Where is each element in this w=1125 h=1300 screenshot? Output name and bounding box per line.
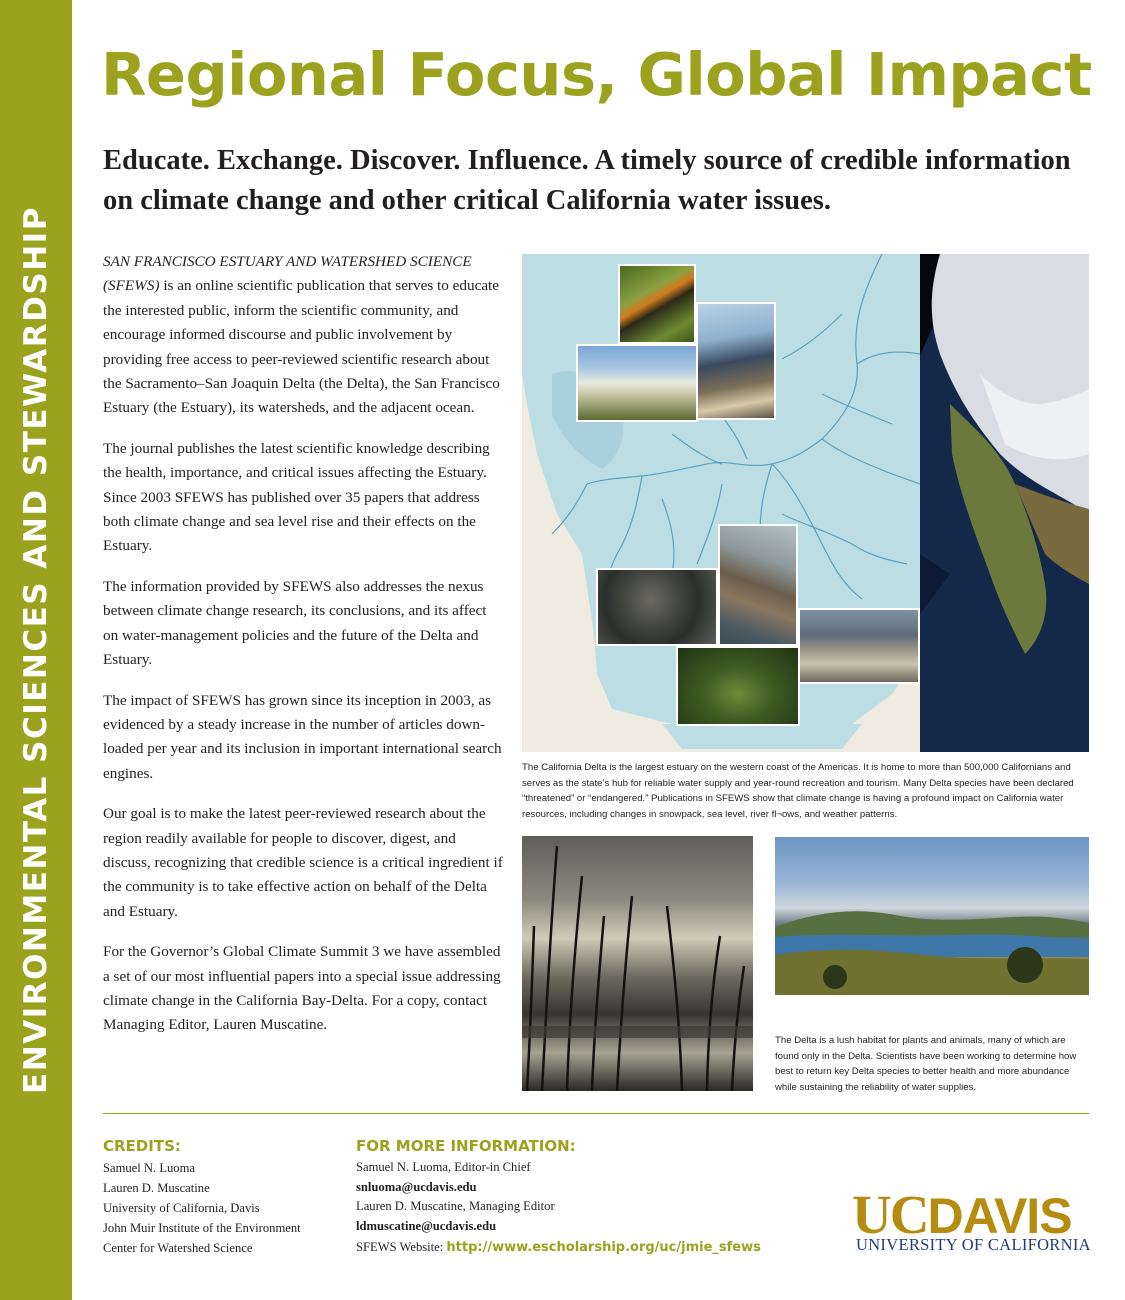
fish-in-water-photo (676, 646, 800, 726)
page-title: Regional Focus, Global Impact (101, 40, 1092, 109)
credit-line: University of California, Davis (103, 1201, 260, 1215)
paragraph-intro-text: is an online scientific publication that serves to educate the interested public, inform the scientific community, and encourage informed discourse and public involvement by providing free access to peer-reviewed scientific research about the Sacramento–San Joaquin Delta (the Delta), the San Francisco Estuary (the Estuary), its watersheds, and the adjacent ocean. (103, 277, 500, 417)
journal-name: SAN FRANCISCO ESTUARY AND WATERSHED SCIENCE (SFEWS) (103, 253, 472, 295)
sturgeon-catch-photo (798, 608, 920, 684)
credit-line: Samuel N. Luoma (103, 1161, 195, 1175)
contact-editor-name: Samuel N. Luoma, Editor-in Chief (356, 1160, 531, 1174)
credits-heading: CREDITS: (103, 1137, 181, 1155)
info-heading: FOR MORE INFORMATION: (356, 1137, 576, 1155)
side-band (0, 0, 72, 1300)
delta-map-collage (522, 254, 920, 752)
contact-editor-email[interactable]: snluoma@ucdavis.edu (356, 1179, 477, 1194)
landscape-graphic (775, 837, 1089, 995)
satellite-earth-image (920, 254, 1089, 752)
pelican-photo (718, 524, 798, 646)
water-sampling-photo (696, 302, 776, 420)
paragraph-goal: Our goal is to make the latest peer-reviewed research about the region readily available for people to discover, digest, and discuss, recognizing that credible science is a critical ingredient if the community is to take effective action on behalf of the Delta and Estuary. (103, 805, 503, 920)
paragraph-impact: The impact of SFEWS has grown since its inception in 2003, as evidenced by a steady increase in the number of articles down-loaded per year and its inclusion in important international search engines. (103, 691, 502, 782)
credit-line: John Muir Institute of the Environment (103, 1221, 301, 1235)
credit-line: Lauren D. Muscatine (103, 1181, 210, 1195)
paragraph-publishing: The journal publishes the latest scientific knowledge describing the health, importance, and critical issues affecting the Estuary. Since 2003 SFEWS has published over 35 papers that address both climate change and sea level rise and their effects on the Estuary. (103, 439, 490, 555)
paragraph-summit: For the Governor’s Global Climate Summit 3 we have assembled a set of our most influential papers into a special issue addressing climate change in the California Bay-Delta. For a copy, contact Managing Editor, Lauren Muscatine. (103, 943, 501, 1034)
contact-managing-editor-name: Lauren D. Muscatine, Managing Editor (356, 1199, 555, 1213)
habitat-caption: The Delta is a lush habitat for plants and animals, many of which are found only in the Delta. Scientists have been working to determine how best to return key Delta species to better health and more abundance while sustaining the reliability of water supplies. (775, 1035, 1077, 1093)
logo-university: UNIVERSITY OF CALIFORNIA (856, 1235, 1091, 1254)
monarch-butterfly-photo (618, 264, 696, 344)
otter-photo (596, 568, 718, 646)
reeds-sunset-photo (522, 836, 753, 1091)
credit-line: Center for Watershed Science (103, 1241, 253, 1255)
delta-landscape-photo (775, 837, 1089, 995)
paragraph-intro (103, 250, 503, 421)
body-text (103, 250, 503, 1054)
footer-divider (103, 1113, 1089, 1114)
ucdavis-logo (852, 1183, 1092, 1258)
credits-list (103, 1158, 301, 1258)
paragraph-nexus: The information provided by SFEWS also addresses the nexus between climate change research, its conclusions, and its affect on water-management policies and the future of the Delta and Estuary. (103, 577, 487, 669)
website-label: SFEWS Website: (356, 1240, 447, 1254)
logo-uc: UC (852, 1184, 928, 1245)
reeds-graphic (522, 836, 753, 1091)
website-link[interactable]: http://www.escholarship.org/uc/jmie_sfews (446, 1240, 761, 1255)
side-band-text: ENVIRONMENTAL SCIENCES AND STEWARDSHIP (18, 206, 54, 1094)
contact-info (356, 1158, 761, 1258)
page-subtitle: Educate. Exchange. Discover. Influence. A timely source of credible information on climate change and other critical California water issues. (103, 145, 1071, 216)
delta-map-caption: The California Delta is the largest estuary on the western coast of the Americas. It is home to more than 500,000 Californians and serves as the state’s hub for reliable water supply and year-round recreation and tourism. Many Delta species have been declared “threatened” or “endangered.” Publications in SFEWS show that climate change is having a profound impact on California water resources, including changes in snowpack, sea level, river fl¬ows, and weather patterns. (522, 762, 1074, 820)
contact-managing-editor-email[interactable]: ldmuscatine@ucdavis.edu (356, 1218, 497, 1233)
flowering-shrub-photo (576, 344, 698, 422)
earth-graphic (920, 254, 1089, 752)
logo-davis: DAVIS (927, 1188, 1072, 1244)
